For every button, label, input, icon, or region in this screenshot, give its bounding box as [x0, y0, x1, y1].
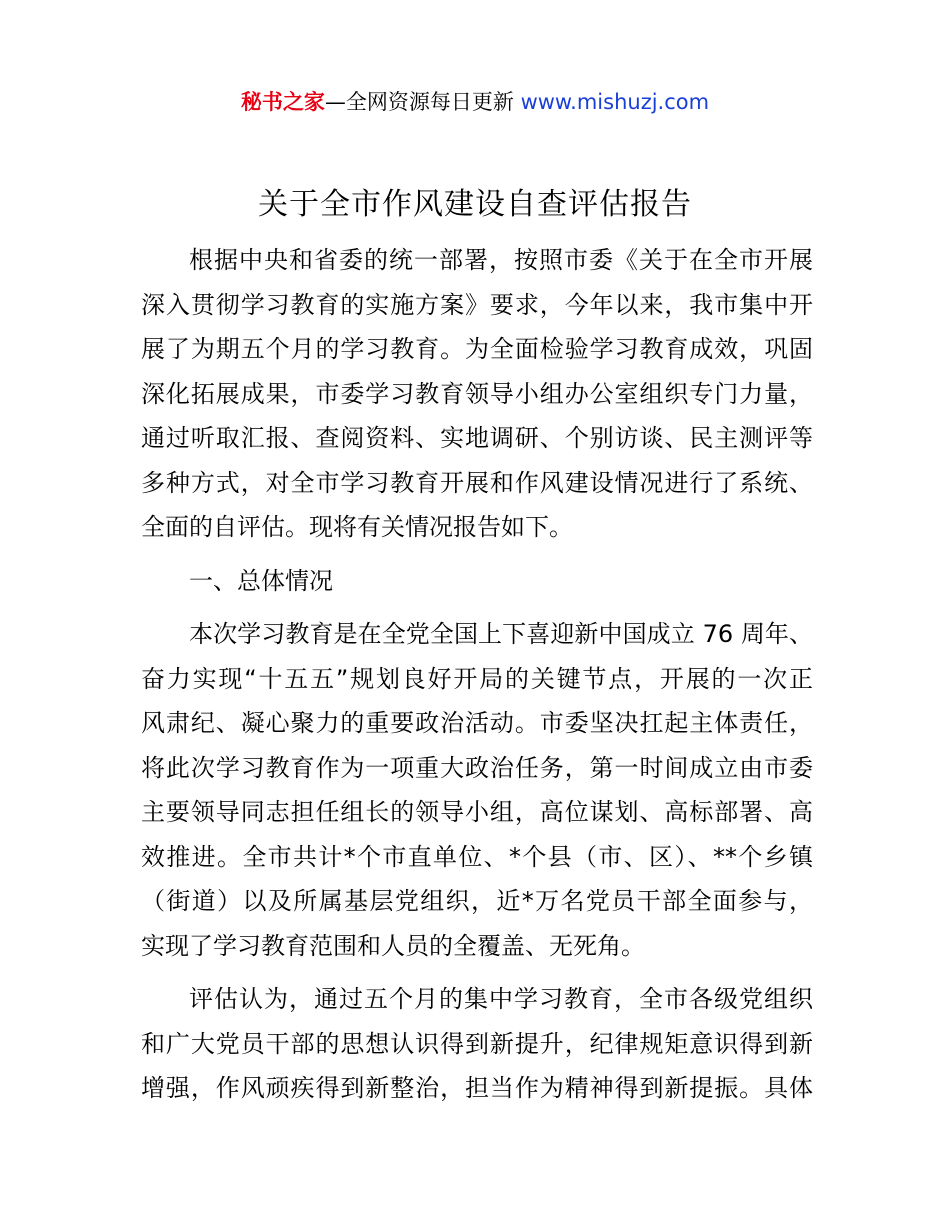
document-body [141, 238, 813, 1111]
text-line: 多种方式，对全市学习教育开展和作风建设情况进行了系统、 [141, 468, 813, 497]
site-header [0, 86, 950, 118]
text-line: 风肃纪、凝心聚力的重要政治活动。市委坚决扛起主体责任， [141, 709, 813, 737]
text-line: 奋力实现“十五五”规划良好开局的关键节点，开展的一次正 [141, 664, 813, 693]
text-line: 全面的自评估。现将有关情况报告如下。 [141, 513, 573, 541]
text-line: 将此次学习教育作为一项重大政治任务，第一时间成立由市委 [141, 753, 813, 782]
text-line: 评估认为，通过五个月的集中学习教育，全市各级党组织 [189, 985, 813, 1013]
text-line: 效推进。全市共计*个市直单位、*个县（市、区）、**个乡镇 [141, 842, 813, 871]
text-line: 本次学习教育是在全党全国上下喜迎新中国成立 76 周年、 [189, 620, 813, 648]
paragraph-overview [141, 612, 813, 968]
text-line: 深入贯彻学习教育的实施方案》要求，今年以来，我市集中开 [141, 290, 813, 319]
site-brand: 秘书之家 [240, 90, 325, 114]
section-heading [141, 559, 813, 604]
paragraph-intro [141, 238, 813, 550]
text-line: 实现了学习教育范围和人员的全覆盖、无死角。 [141, 931, 645, 960]
text-line: 展了为期五个月的学习教育。为全面检验学习教育成效，巩固 [141, 335, 813, 363]
site-url-link[interactable]: www.mishuzj.com [520, 90, 710, 114]
document-title: 关于全市作风建设自查评估报告 [258, 187, 692, 222]
text-line: 深化拓展成果，市委学习教育领导小组办公室组织专门力量， [141, 379, 813, 408]
text-line: 一、总体情况 [189, 566, 333, 595]
site-tagline: —全网资源每日更新 [324, 90, 514, 114]
text-line: 通过听取汇报、查阅资料、实地调研、个别访谈、民主测评等 [141, 424, 813, 452]
text-line: 增强，作风顽疾得到新整治，担当作为精神得到新提振。具体 [141, 1074, 813, 1102]
text-line: 和广大党员干部的思想认识得到新提升，纪律规矩意识得到新 [141, 1029, 813, 1058]
paragraph-assessment [141, 977, 813, 1111]
text-line: 主要领导同志担任组长的领导小组，高位谋划、高标部署、高 [141, 798, 813, 826]
text-line: 根据中央和省委的统一部署，按照市委《关于在全市开展 [189, 246, 813, 274]
text-line: （街道）以及所属基层党组织，近*万名党员干部全面参与， [141, 887, 813, 915]
